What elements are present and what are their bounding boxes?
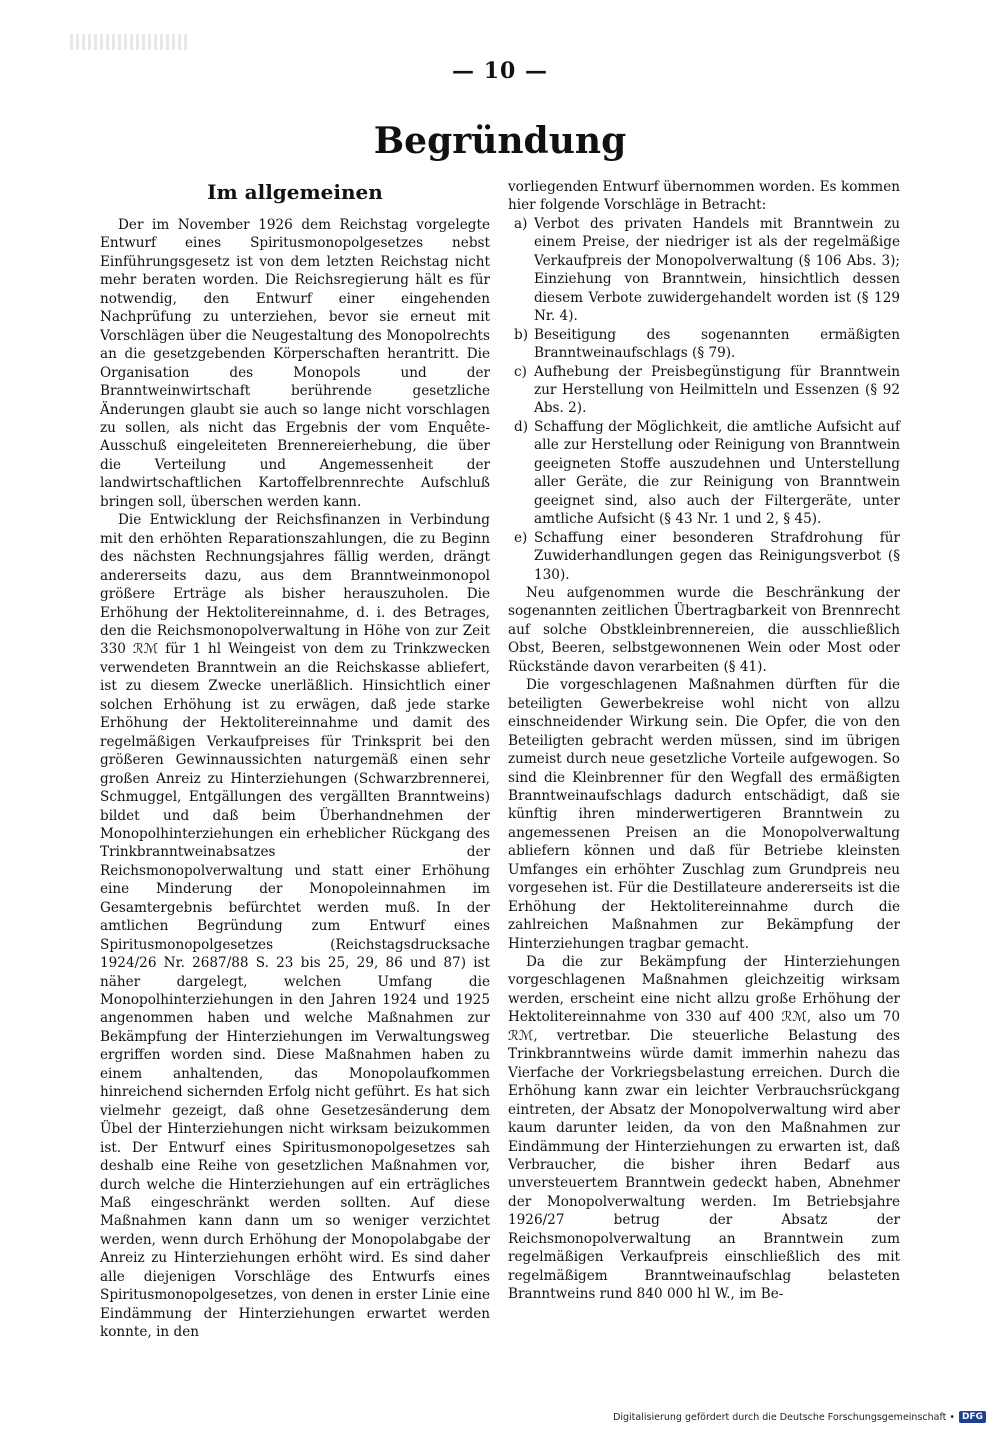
- list-text: Schaffung einer besonderen Strafdrohung für Zuwiderhandlungen gegen das Reinigungsverbot (§ 130).: [534, 529, 900, 583]
- list-item: [508, 529, 900, 584]
- right-column: [508, 178, 900, 1304]
- paragraph: vorliegenden Entwurf übernommen worden. Es kommen hier folgende Vorschläge in Betracht:: [508, 179, 900, 214]
- list-item: [508, 215, 900, 326]
- paragraph: Da die zur Bekämpfung der Hinterziehungen vorgeschlagenen Maßnahmen gleichzeitig wirksam werden, erscheint eine nicht allzu große Erhöhung der Hektolitereinnahme von 330 auf 400 ℛℳ, also um 70 ℛℳ, vertretbar. Die steuerliche Belastung des Trinkbranntweins würde damit immerhin nahezu das Vierfache der Vorkriegsbelastung erreichen. Durch die Erhöhung kann zwar ein leichter Verbrauchsrückgang eintreten, der Absatz der Monopolverwaltung wird aber kaum darunter leiden, da von den Maßnahmen zur Eindämmung der Hinterziehungen zu erwarten ist, daß Verbraucher, die bisher ihren Bedarf aus unversteuertem Branntwein gedeckt haben, Abnehmer der Monopolverwaltung werden. Im Betriebsjahre 1926/27 betrug der Absatz der Reichsmonopolverwaltung an Branntwein zum regelmäßigen Verkaufpreis einschließlich des mit regelmäßigem Branntweinaufschlag belasteten Branntweins rund 840 000 hl W., im Be-: [508, 954, 900, 1303]
- list-text: Schaffung der Möglichkeit, die amtliche Aufsicht auf alle zur Herstellung oder Reinigung von Branntwein geeigneten Stoffe auszudehnen und Unterstellung aller Geräte, die zur Reinigung von Branntwein geeignet sind, also auch der Filtergeräte, unter amtliche Aufsicht (§ 43 Nr. 1 und 2, § 45).: [534, 418, 900, 528]
- list-marker: a): [514, 215, 528, 232]
- list-marker: e): [514, 529, 528, 546]
- list-text: Verbot des privaten Handels mit Branntwein zu einem Preise, der niedriger ist als der regelmäßige Verkaufpreis der Monopolverwaltung (§ 106 Abs. 3); Einziehung von Branntwein, hinsichtlich dessen diesem Verbote zuwidergehandelt worden ist (§ 129 Nr. 4).: [534, 215, 900, 325]
- section-heading: Im allgemeinen: [207, 180, 383, 204]
- list-marker: c): [514, 363, 527, 380]
- paragraph: Die vorgeschlagenen Maßnahmen dürften für die beteiligten Gewerbekreise wohl nicht von allzu einschneidender Wirkung sein. Die Opfer, die von den Beteiligten gebracht werden müssen, sind im übrigen zumeist durch neue gesetzliche Vorteile aufgewogen. So sind die Kleinbrenner für den Wegfall des ermäßigten Branntweinaufschlags dadurch entschädigt, daß sie künftig ihren minderwertigeren Branntwein zu angemessenen Preisen an die Monopolverwaltung abliefern können und daß für Betriebe kleinsten Umfanges ein erhöhter Zuschlag zum Grundpreis neu vorgesehen ist. Für die Destillateure andererseits ist die Erhöhung der Hektolitereinnahme durch die zahlreichen Maßnahmen zur Bekämpfung der Hinterziehungen tragbar gemacht.: [508, 677, 900, 952]
- proposal-list: [508, 215, 900, 584]
- dfg-logo: DFG: [959, 1411, 986, 1423]
- paragraph: Neu aufgenommen wurde die Beschränkung der sogenannten zeitlichen Übertragbarkeit von Brennrecht auf solche Obstkleinbrennereien, die ausschließlich Obst, Beeren, selbstgewonnenen Wein oder Most oder Rückstände davon verarbeiten (§ 41).: [508, 584, 900, 675]
- list-marker: d): [514, 418, 529, 435]
- footer-text: Digitalisierung gefördert durch die Deutsche Forschungsgemeinschaft •: [613, 1411, 955, 1423]
- list-text: Aufhebung der Preisbegünstigung für Branntwein zur Herstellung von Heilmitteln und Essenzen (§ 92 Abs. 2).: [534, 363, 900, 417]
- paragraph: Der im November 1926 dem Reichstag vorgelegte Entwurf eines Spiritusmonopolgesetzes nebst Einführungsgesetz ist von dem letzten Reichstag nicht mehr beraten worden. Die Reichsregierung hält es für notwendig, den Entwurf einer eingehenden Nachprüfung zu unterziehen, bevor sie erneut mit Vorschlägen über die Neugestaltung des Monopolrechts an die gesetzgebenden Körperschaften herantritt. Die Organisation des Monopols und der Branntweinwirtschaft berührende gesetzliche Änderungen glaubt sie auch so lange nicht vorschlagen zu sollen, als nicht das Ergebnis der vom Enquête-Ausschuß eingeleiteten Brennereierhebung, die über die Verteilung und Angemessenheit der landwirtschaftlichen Kartoffelbrennrechte Aufschluß bringen soll, überschen werden kann.: [100, 217, 490, 510]
- list-text: Beseitigung des sogenannten ermäßigten Branntweinaufschlags (§ 79).: [534, 326, 900, 362]
- left-column: [100, 178, 490, 1342]
- footer: [613, 1411, 986, 1423]
- list-marker: b): [514, 326, 529, 343]
- scan-smudge: [70, 34, 190, 50]
- list-item: [508, 326, 900, 363]
- list-item: [508, 363, 900, 418]
- page-title: Begründung: [373, 120, 627, 162]
- list-item: [508, 418, 900, 529]
- page-number: — 10 —: [452, 58, 548, 84]
- paragraph: Die Entwicklung der Reichsfinanzen in Verbindung mit den erhöhten Reparationszahlungen, die zu Beginn des nächsten Rechnungsjahres fällig werden, drängt andererseits dazu, aus dem Branntweinmonopol größere Erträge als bisher herauszuholen. Die Erhöhung der Hektolitereinnahme, d. i. des Betrages, den die Reichsmonopolverwaltung in Höhe von zur Zeit 330 ℛℳ für 1 hl Weingeist von dem zu Trinkzwecken verwendeten Branntwein an die Reichskasse abliefert, ist zu diesem Zwecke unerläßlich. Hinsichtlich einer solchen Erhöhung ist zu erwägen, daß jede starke Erhöhung der Hektolitereinnahme und damit des regelmäßigen Verkaufpreises für Trinksprit bei den größeren Gewinnaussichten naturgemäß einen sehr großen Anreiz zu Hinterziehungen (Schwarzbrennerei, Schmuggel, Entgällungen des vergällten Branntweins) bildet und daß beim Überhandnehmen der Monopolhinterziehungen ein erheblicher Rückgang des Trinkbranntweinabsatzes der Reichsmonopolverwaltung und statt einer Erhöhung eine Minderung der Monopoleinnahmen im Gesamtergebnis befürchtet werden muß. In der amtlichen Begründung zum Entwurf eines Spiritusmonopolgesetzes (Reichstagsdrucksache 1924/26 Nr. 2687/88 S. 23 bis 25, 29, 86 und 87) ist näher dargelegt, welchen Umfang die Monopolhinterziehungen in den Jahren 1924 und 1925 angenommen haben und welche Maßnahmen zur Bekämpfung der Hinterziehungen im Verwaltungsweg ergriffen worden sind. Diese Maßnahmen haben zu einem anhaltenden, das Monopolaufkommen hinreichend sichernden Erfolg nicht geführt. Es hat sich vielmehr gezeigt, daß ohne Gesetzesänderung dem Übel der Hinterziehungen nicht wirksam beizukommen ist. Der Entwurf eines Spiritusmonopolgesetzes sah deshalb eine Reihe von gesetzlichen Maßnahmen vor, durch welche die Hinterziehungen auf ein erträgliches Maß eingeschränkt werden sollten. Auf diese Maßnahmen kann dann um so weniger verzichtet werden, wenn durch Erhöhung der Monopolabgabe der Anreiz zu Hinterziehungen erhöht wird. Es sind daher alle diejenigen Vorschläge des Entwurfs eines Spiritusmonopolgesetzes, von denen in erster Linie eine Eindämmung der Hinterziehungen erwartet werden konnte, in den: [100, 512, 490, 1341]
